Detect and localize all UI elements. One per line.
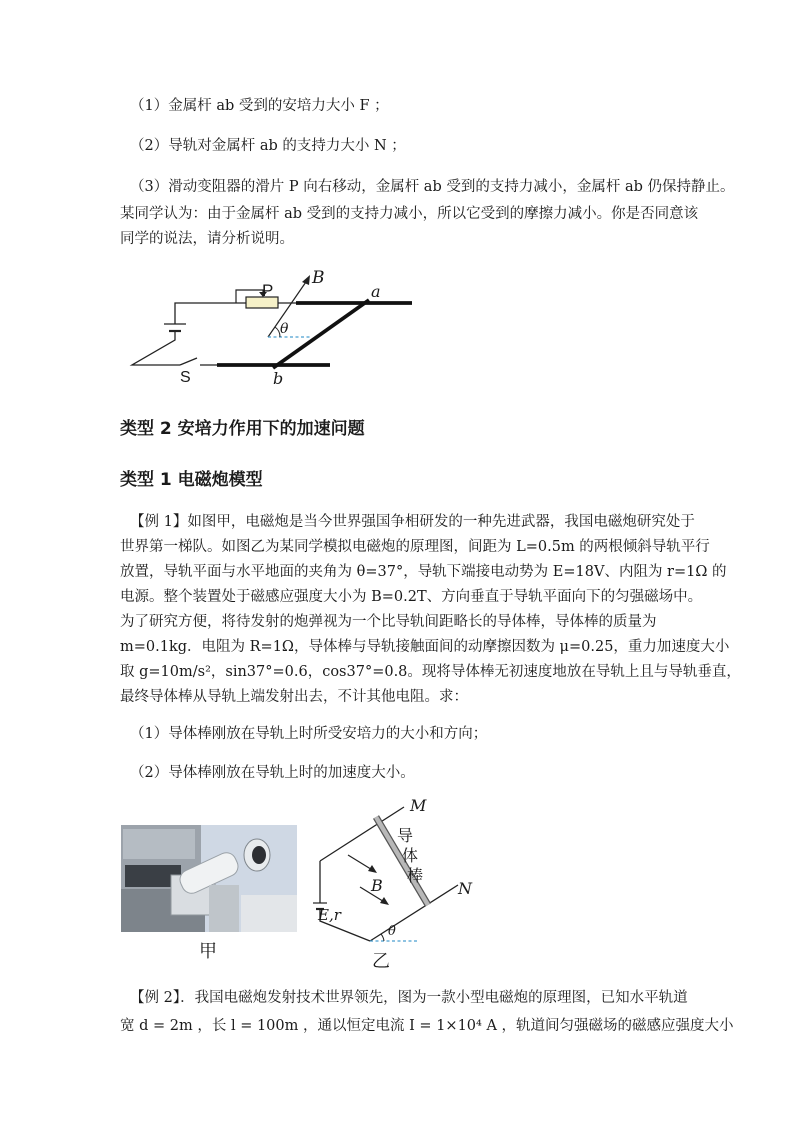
question-3-line-3: 同学的说法，请分析说明。 xyxy=(120,231,294,247)
example-1-line-7: 取 g=10m/s²，sin37°=0.6，cos37°=0.8。现将导体棒无初速度地放在导轨上且与导轨垂直， xyxy=(120,664,741,680)
inclined-rail-figure xyxy=(310,795,490,955)
label-P: P xyxy=(262,281,274,300)
label-N: N xyxy=(458,879,472,898)
example-1-line-2: 世界第一梯队。如图乙为某同学模拟电磁炮的原理图，间距为 L=0.5m 的两根倾斜导轨平行 xyxy=(120,539,710,555)
label-M: M xyxy=(410,796,427,815)
question-2: （2）导轨对金属杆 ab 的支持力大小 N ； xyxy=(130,138,406,154)
example-1-question-1: （1）导体棒刚放在导轨上时所受安培力的大小和方向； xyxy=(130,726,488,742)
label-theta-2: θ xyxy=(388,924,396,939)
example-1-question-2: （2）导体棒刚放在导轨上时的加速度大小。 xyxy=(130,765,415,781)
section-heading-type-2: 类型 2 安培力作用下的加速问题 xyxy=(120,419,365,439)
label-B: B xyxy=(312,268,325,288)
railgun-photo xyxy=(121,825,297,932)
label-E-r: E,r xyxy=(318,906,341,924)
example-1-line-8: 最终导体棒从导轨上端发射出去，不计其他电阻。求： xyxy=(120,689,468,705)
rod-label-char-2: 体 xyxy=(402,846,419,865)
example-1-line-5: 为了研究方便，将待发射的炮弹视为一个比导轨间距略长的导体棒，导体棒的质量为 xyxy=(120,614,657,630)
caption-jia: 甲 xyxy=(199,941,217,962)
label-a: a xyxy=(371,282,381,301)
label-S: S xyxy=(180,369,191,386)
example-1-line-6: m=0.1kg．电阻为 R=1Ω，导体棒与导轨接触面间的动摩擦因数为 μ=0.25，重力加速度大小 xyxy=(120,639,730,655)
caption-yi: 乙 xyxy=(372,951,390,972)
rod-label-char-3: 棒 xyxy=(407,866,424,885)
example-2-line-2: 宽 d = 2m ，长 l = 100m ，通以恒定电流 I = 1×10⁴ A ，轨道间匀强磁场的磁感应强度大小 xyxy=(120,1018,734,1034)
example-2-line-1: 【例 2】．我国电磁炮发射技术世界领先，图为一款小型电磁炮的原理图，已知水平轨道 xyxy=(130,990,688,1006)
example-1-line-3: 放置，导轨平面与水平地面的夹角为 θ=37°，导轨下端接电动势为 E=18V、内阻为 r=1Ω 的 xyxy=(120,564,727,580)
example-1-line-4: 电源。整个装置处于磁感应强度大小为 B=0.2T、方向垂直于导轨平面向下的匀强磁场中。 xyxy=(120,589,703,605)
label-theta: θ xyxy=(280,321,289,337)
label-b: b xyxy=(273,369,284,388)
example-1-line-1: 【例 1】如图甲，电磁炮是当今世界强国争相研发的一种先进武器，我国电磁炮研究处于 xyxy=(130,514,695,530)
question-3-line-2: 某同学认为：由于金属杆 ab 受到的支持力减小，所以它受到的摩擦力减小。你是否同意该 xyxy=(120,206,699,222)
section-heading-type-1: 类型 1 电磁炮模型 xyxy=(120,470,263,490)
rod-label-char-1: 导 xyxy=(397,826,414,845)
label-B-field: B xyxy=(371,876,383,895)
question-1: （1）金属杆 ab 受到的安培力大小 F ； xyxy=(130,98,389,114)
question-3-line-1: （3）滑动变阻器的滑片 P 向右移动，金属杆 ab 受到的支持力减小，金属杆 ab 仍保持静止。 xyxy=(130,179,735,195)
